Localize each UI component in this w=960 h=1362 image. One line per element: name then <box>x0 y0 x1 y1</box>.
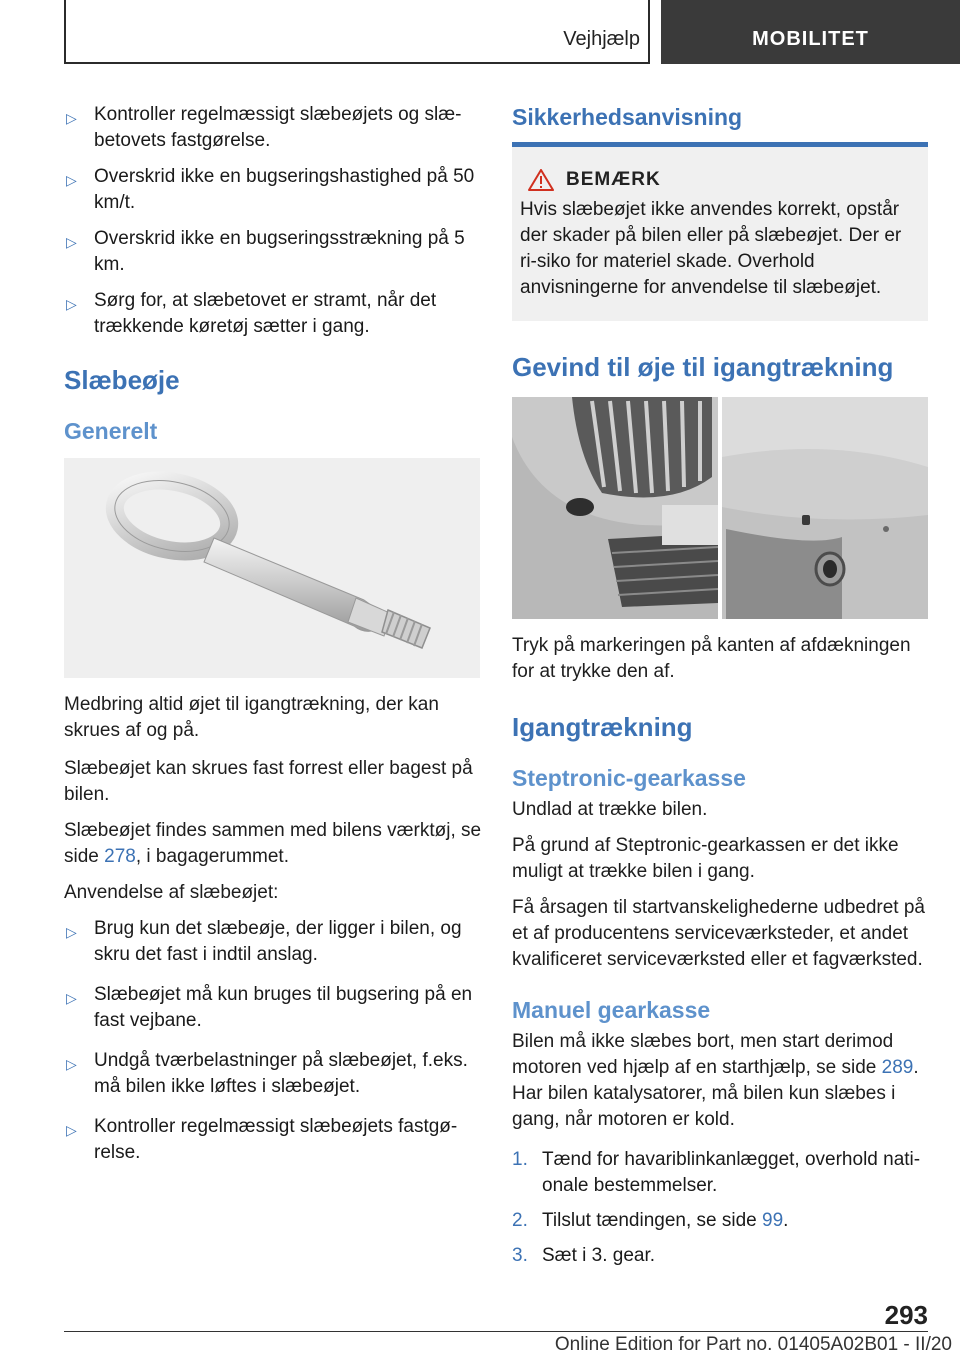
right-column <box>512 102 928 1278</box>
list-item: ▷ Sørg for, at slæbetovet er stramt, når det trækkende køretøj sætter i gang. <box>66 290 437 337</box>
paragraph: På grund af Steptronic-gearkassen er det ikke muligt at trække bilen i gang. <box>512 835 899 882</box>
bullet-list-bottom <box>64 916 482 1166</box>
list-item: ▷ Overskrid ikke en bugseringsstrækning på 5 km. <box>66 228 465 275</box>
bullet-triangle-icon: ▷ <box>66 296 77 312</box>
list-item: 2. Tilslut tændingen, se side 99. <box>512 1210 789 1231</box>
list-item: ▷ Overskrid ikke en bugseringshastighed på 50 km/t. <box>66 166 475 213</box>
bullet-triangle-icon: ▷ <box>66 110 77 126</box>
paragraph: Slæbeøjet kan skrues fast forrest eller bagest på bilen. <box>64 758 473 805</box>
paragraph: Anvendelse af slæbeøjet: <box>64 882 279 903</box>
paragraph: Få årsagen til startvanskelighederne udbedret på et af producentens serviceværksteder, et andet kvalificeret serviceværksted eller et fagværksted. <box>512 897 925 970</box>
paragraph: Slæbeøjet findes sammen med bilens værktøj, se side 278, i bagagerummet. <box>64 820 482 867</box>
footer-edition: Online Edition for Part no. 01405A02B01 - II/20 <box>554 1334 952 1355</box>
paragraph: Har bilen katalysatorer, må bilen kun slæbes i gang, når motoren er kold. <box>512 1083 896 1130</box>
heading-steptronic: Steptronic-gearkasse <box>512 765 746 791</box>
list-item: ▷ Kontroller regelmæssigt slæbeøjets og slæ‐betovets fastgørelse. <box>66 104 462 151</box>
heading-manuel-gearkasse: Manuel gearkasse <box>512 997 711 1023</box>
header-chapter-tab[interactable]: MOBILITET <box>661 0 960 64</box>
bullet-list-top <box>64 102 482 340</box>
note-text: Hvis slæbeøjet ikke anvendes korrekt, opstår der skader på bilen eller på slæbeøjet. Der er ri‐siko for materiel skade. Overhold anvisningerne for anvendelse til slæbeøjet. <box>520 199 902 298</box>
list-item: ▷ Brug kun det slæbeøje, der ligger i bilen, og skru det fast i indtil anslag. <box>66 918 462 965</box>
bullet-triangle-icon: ▷ <box>66 172 77 188</box>
bullet-triangle-icon: ▷ <box>66 990 77 1006</box>
bumper-image <box>512 397 928 619</box>
warning-note <box>512 147 928 321</box>
page-link-289[interactable]: 289 <box>881 1057 914 1078</box>
page-link-278[interactable]: 278 <box>104 846 136 867</box>
heading-gevind: Gevind til øje til igangtrækning <box>512 352 894 382</box>
paragraph: Medbring altid øjet til igangtrækning, der kan skrues af og på. <box>64 694 439 741</box>
heading-slaebeoje: Slæbeøje <box>64 365 180 395</box>
header-section-title: Vejhjælp <box>563 28 640 50</box>
bumper-illustration <box>512 397 928 619</box>
paragraph: Bilen må ikke slæbes bort, men start derimod motoren ved hjælp af en starthjælp, se side 289. <box>512 1031 919 1078</box>
page-link-99[interactable]: 99 <box>762 1210 784 1231</box>
list-item: ▷ Slæbeøjet må kun bruges til bugsering på en fast vejbane. <box>66 984 473 1031</box>
page-number: 293 <box>884 1300 928 1330</box>
heading-generelt: Generelt <box>64 418 158 444</box>
list-item: 1. Tænd for havariblinkanlægget, overhold nati‐onale bestemmelser. <box>512 1149 921 1196</box>
bullet-triangle-icon: ▷ <box>66 1122 77 1138</box>
list-item: 3. Sæt i 3. gear. <box>512 1245 656 1266</box>
note-header <box>520 169 920 191</box>
tow-eye-illustration <box>64 458 480 678</box>
list-item: ▷ Undgå tværbelastninger på slæbeøjet, f.eks. må bilen ikke løftes i slæbeøjet. <box>66 1050 468 1097</box>
heading-sikkerhedsanvisning: Sikkerhedsanvisning <box>512 104 743 130</box>
footer-rule <box>64 1331 928 1332</box>
numbered-steps <box>512 1147 928 1269</box>
tow-eye-image <box>64 458 480 678</box>
bullet-triangle-icon: ▷ <box>66 924 77 940</box>
left-column <box>64 102 482 1176</box>
list-item: ▷ Kontroller regelmæssigt slæbeøjets fastgø‐relse. <box>66 1116 458 1163</box>
paragraph: Tryk på markeringen på kanten af afdækningen for at trykke den af. <box>512 635 911 682</box>
paragraph: Undlad at trække bilen. <box>512 799 708 820</box>
warning-triangle-icon <box>528 169 554 191</box>
note-title: BEMÆRK <box>566 169 661 190</box>
heading-igangtraekning: Igangtrækning <box>512 712 693 742</box>
bullet-triangle-icon: ▷ <box>66 234 77 250</box>
bullet-triangle-icon: ▷ <box>66 1056 77 1072</box>
